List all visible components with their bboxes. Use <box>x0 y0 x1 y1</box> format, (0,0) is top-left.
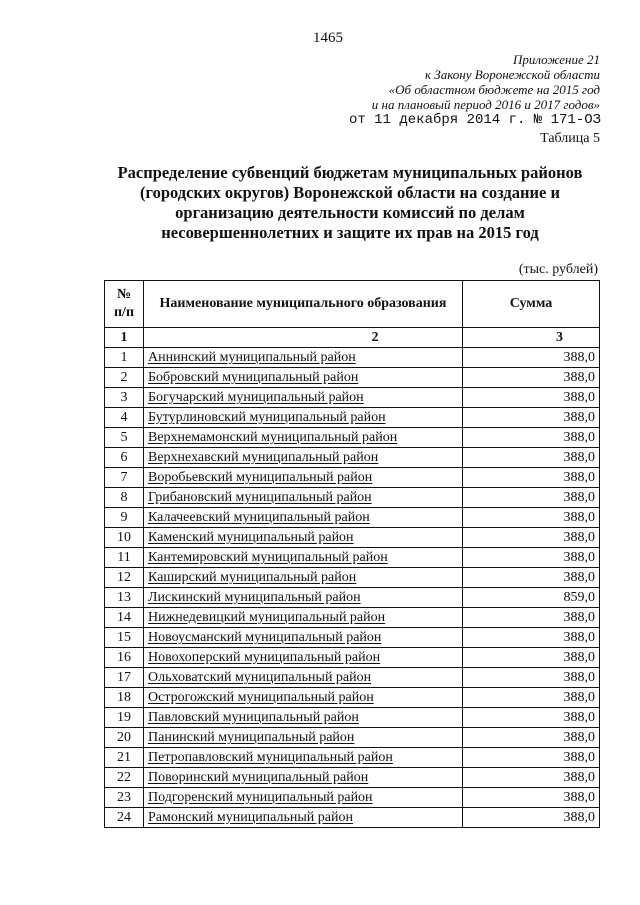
row-number: 24 <box>105 808 144 828</box>
municipality-name-text: Кантемировский муниципальный район <box>148 550 388 565</box>
table-row <box>105 608 600 628</box>
table-row <box>105 808 600 828</box>
municipality-name <box>144 688 463 708</box>
municipality-name <box>144 608 463 628</box>
subsidy-amount: 388,0 <box>463 348 600 368</box>
municipality-name <box>144 508 463 528</box>
subsidy-amount: 388,0 <box>463 688 600 708</box>
subsidy-amount: 388,0 <box>463 528 600 548</box>
municipality-name-text: Поворинский муниципальный район <box>148 770 369 785</box>
table-label: Таблица 5 <box>540 131 600 146</box>
subsidy-amount: 388,0 <box>463 468 600 488</box>
municipality-name <box>144 628 463 648</box>
row-number: 21 <box>105 748 144 768</box>
header-name: Наименование муниципального образования <box>144 281 463 328</box>
table-row <box>105 448 600 468</box>
municipality-name-text: Каширский муниципальный район <box>148 570 357 585</box>
page-number: 1465 <box>313 30 343 46</box>
table-row <box>105 768 600 788</box>
subsidy-amount: 388,0 <box>463 488 600 508</box>
municipality-name <box>144 708 463 728</box>
subsidy-amount: 388,0 <box>463 448 600 468</box>
subsidy-amount: 388,0 <box>463 728 600 748</box>
row-number: 19 <box>105 708 144 728</box>
municipality-name-text: Бобровский муниципальный район <box>148 370 359 385</box>
subsidy-amount: 388,0 <box>463 708 600 728</box>
municipality-name <box>144 768 463 788</box>
table-row <box>105 788 600 808</box>
table-row <box>105 588 600 608</box>
table-body <box>105 328 600 828</box>
municipality-name <box>144 488 463 508</box>
municipality-name <box>144 648 463 668</box>
subsidy-amount: 388,0 <box>463 368 600 388</box>
municipality-name <box>144 808 463 828</box>
municipality-name-text: Богучарский муниципальный район <box>148 390 364 405</box>
subsidy-amount: 388,0 <box>463 408 600 428</box>
subsidy-amount: 388,0 <box>463 788 600 808</box>
municipality-name <box>144 548 463 568</box>
subsidy-amount: 388,0 <box>463 628 600 648</box>
table-row <box>105 688 600 708</box>
subsidy-amount: 388,0 <box>463 608 600 628</box>
subsidy-amount: 388,0 <box>463 388 600 408</box>
row-number: 22 <box>105 768 144 788</box>
municipality-name-text: Подгоренский муниципальный район <box>148 790 373 805</box>
municipality-name-text: Аннинский муниципальный район <box>148 350 356 365</box>
row-number: 18 <box>105 688 144 708</box>
table-row <box>105 548 600 568</box>
table-row <box>105 568 600 588</box>
table-row <box>105 628 600 648</box>
table-row <box>105 388 600 408</box>
subsidy-amount: 388,0 <box>463 808 600 828</box>
municipality-name-text: Новохоперский муниципальный район <box>148 650 381 665</box>
index-cell: 3 <box>463 328 600 348</box>
municipality-name-text: Калачеевский муниципальный район <box>148 510 370 525</box>
units-label: (тыс. рублей) <box>518 262 598 277</box>
municipality-name-text: Острогожский муниципальный район <box>148 690 374 705</box>
row-number: 4 <box>105 408 144 428</box>
subsidy-amount: 388,0 <box>463 568 600 588</box>
row-number: 20 <box>105 728 144 748</box>
municipality-name-text: Верхнехавский муниципальный район <box>148 450 379 465</box>
table-row <box>105 648 600 668</box>
row-number: 13 <box>105 588 144 608</box>
municipality-name-text: Бутурлиновский муниципальный район <box>148 410 386 425</box>
row-number: 12 <box>105 568 144 588</box>
appendix-line: Приложение 21 <box>512 52 600 67</box>
municipality-name <box>144 428 463 448</box>
table-header-row <box>105 281 600 328</box>
row-number: 16 <box>105 648 144 668</box>
subsidy-amount: 388,0 <box>463 548 600 568</box>
municipality-name <box>144 748 463 768</box>
row-number: 15 <box>105 628 144 648</box>
row-number: 17 <box>105 668 144 688</box>
municipality-name-text: Петропавловский муниципальный район <box>148 750 393 765</box>
table-row <box>105 748 600 768</box>
index-cell: 1 <box>105 328 144 348</box>
table-row <box>105 488 600 508</box>
subsidy-amount: 388,0 <box>463 668 600 688</box>
subsidy-amount: 388,0 <box>463 748 600 768</box>
row-number: 2 <box>105 368 144 388</box>
row-number: 23 <box>105 788 144 808</box>
table-row <box>105 468 600 488</box>
municipality-name-text: Рамонский муниципальный район <box>148 810 353 825</box>
municipality-name <box>144 408 463 428</box>
subsidy-amount: 388,0 <box>463 428 600 448</box>
municipality-name-text: Верхнемамонский муниципальный район <box>148 430 398 445</box>
column-index-row <box>105 328 600 348</box>
row-number: 9 <box>105 508 144 528</box>
header-number <box>105 281 144 328</box>
municipality-name-text: Ольховатский муниципальный район <box>148 670 372 685</box>
municipality-name <box>144 668 463 688</box>
municipality-name <box>144 528 463 548</box>
table-row <box>105 668 600 688</box>
municipality-name-text: Панинский муниципальный район <box>148 730 355 745</box>
table-row <box>105 728 600 748</box>
index-cell <box>144 328 463 348</box>
appendix-line: и на плановый период 2016 и 2017 годов» <box>371 97 600 112</box>
subsidy-amount: 388,0 <box>463 768 600 788</box>
municipality-name-text: Каменский муниципальный район <box>148 530 354 545</box>
subsidy-amount: 388,0 <box>463 648 600 668</box>
row-number: 3 <box>105 388 144 408</box>
municipality-name <box>144 448 463 468</box>
table-row <box>105 368 600 388</box>
municipality-name <box>144 468 463 488</box>
appendix-note <box>372 52 600 112</box>
index-cell-text: 2 <box>371 330 379 345</box>
municipality-name <box>144 788 463 808</box>
header-sum: Сумма <box>463 281 600 328</box>
municipality-name <box>144 348 463 368</box>
appendix-line: к Закону Воронежской области <box>424 67 600 82</box>
subsidy-amount: 859,0 <box>463 588 600 608</box>
subsidy-table <box>104 280 600 828</box>
row-number: 8 <box>105 488 144 508</box>
row-number: 11 <box>105 548 144 568</box>
municipality-name-text: Новоусманский муниципальный район <box>148 630 382 645</box>
row-number: 5 <box>105 428 144 448</box>
municipality-name <box>144 388 463 408</box>
header-number-line2: п/п <box>113 305 135 320</box>
row-number: 14 <box>105 608 144 628</box>
table-row <box>105 348 600 368</box>
municipality-name-text: Нижнедевицкий муниципальный район <box>148 610 386 625</box>
table-row <box>105 528 600 548</box>
appendix-line: «Об областном бюджете на 2015 год <box>388 82 600 97</box>
header-number-line1: № <box>116 287 132 302</box>
municipality-name-text: Лискинский муниципальный район <box>148 590 361 605</box>
municipality-name <box>144 368 463 388</box>
document-title: Распределение субвенций бюджетам муниципальных районов (городских округов) Воронежской области на создание и организацию деятельности комиссий по делам несовершеннолетних и защите их прав на 2015 год <box>117 163 583 242</box>
table-row <box>105 508 600 528</box>
municipality-name <box>144 568 463 588</box>
table-row <box>105 428 600 448</box>
subsidy-amount: 388,0 <box>463 508 600 528</box>
municipality-name-text: Грибановский муниципальный район <box>148 490 372 505</box>
approval-date: от 11 декабря 2014 г. № 171-ОЗ <box>348 112 601 128</box>
table-row <box>105 708 600 728</box>
table-row <box>105 408 600 428</box>
municipality-name-text: Воробьевский муниципальный район <box>148 470 373 485</box>
municipality-name <box>144 588 463 608</box>
municipality-name <box>144 728 463 748</box>
row-number: 7 <box>105 468 144 488</box>
municipality-name-text: Павловский муниципальный район <box>148 710 359 725</box>
row-number: 6 <box>105 448 144 468</box>
row-number: 1 <box>105 348 144 368</box>
row-number: 10 <box>105 528 144 548</box>
